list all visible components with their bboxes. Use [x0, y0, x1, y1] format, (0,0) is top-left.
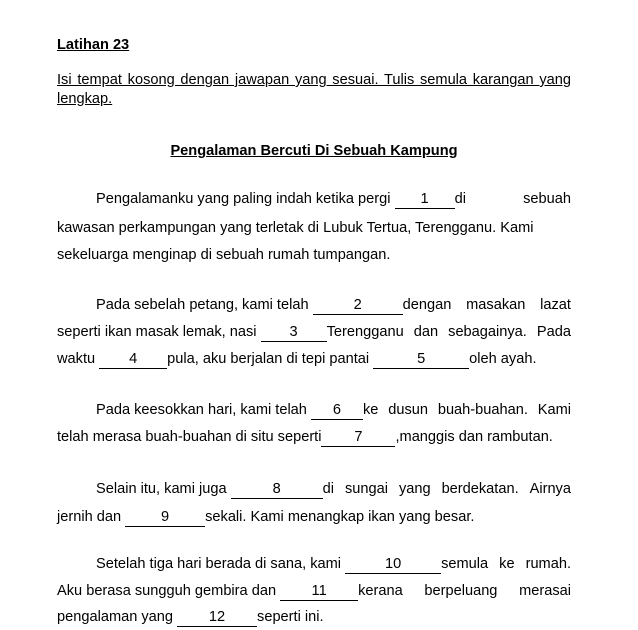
text: sekali. Kami menangkap ikan yang besar.	[205, 509, 475, 525]
text: berdekatan.	[441, 481, 519, 497]
blank-6[interactable]: 6	[311, 402, 363, 420]
text: masakan	[466, 297, 526, 313]
text: telah merasa buah-buahan di situ seperti	[57, 429, 322, 445]
text: jernih dan	[57, 509, 122, 525]
text: sungai	[344, 481, 388, 497]
text: rumah.	[525, 556, 571, 572]
blank-7[interactable]: 7	[321, 429, 395, 447]
p3-line-2	[57, 426, 571, 448]
text: sekeluarga menginap di sebuah rumah tumpangan.	[57, 247, 391, 263]
blank-12[interactable]: 12	[177, 609, 257, 627]
blank-5[interactable]: 5	[373, 351, 469, 369]
p2-line-1	[57, 294, 571, 316]
text: Setelah tiga hari berada di sana, kami	[96, 556, 342, 572]
text: Pada	[536, 324, 571, 340]
p5-line-3	[57, 606, 571, 628]
text: buah-buahan.	[437, 402, 528, 418]
text: oleh ayah.	[469, 351, 537, 367]
instruction-text: Isi tempat kosong dengan jawapan yang sesuai. Tulis semula karangan yang lengkap.	[57, 72, 571, 107]
blank-10[interactable]: 10	[345, 556, 441, 574]
text: ke	[362, 402, 379, 418]
text: dengan	[402, 297, 452, 313]
blank-11[interactable]: 11	[280, 583, 358, 601]
text: Aku berasa sungguh gembira dan	[57, 583, 277, 599]
text: Pengalamanku yang paling indah ketika pergi	[96, 191, 391, 207]
blank-3[interactable]: 3	[261, 324, 327, 342]
exercise-heading: Latihan 23	[57, 37, 130, 53]
blank-2[interactable]: 2	[313, 297, 403, 315]
p4-line-1	[57, 478, 571, 500]
blank-1[interactable]: 1	[395, 191, 455, 209]
p2-line-2	[57, 321, 571, 343]
p1-line-1	[57, 188, 571, 210]
text: semula	[441, 556, 489, 572]
p5-line-1	[57, 553, 571, 575]
text: di	[322, 481, 335, 497]
text: Terengganu	[326, 324, 404, 340]
text: yang	[398, 481, 431, 497]
text: sebuah	[523, 191, 571, 207]
p2-line-3	[57, 348, 571, 370]
text: Pada keesokkan hari, kami telah	[96, 402, 307, 418]
text: di	[454, 191, 466, 207]
text: merasai	[519, 583, 571, 599]
text: kerana	[358, 583, 403, 599]
text: ,manggis dan rambutan.	[395, 429, 553, 445]
p5-line-2	[57, 580, 571, 602]
text: waktu	[57, 351, 96, 367]
p1-line-2	[57, 217, 571, 239]
text: sebagainya.	[448, 324, 527, 340]
text: pula, aku berjalan di tepi pantai	[167, 351, 370, 367]
blank-9[interactable]: 9	[125, 509, 205, 527]
essay-title: Pengalaman Bercuti Di Sebuah Kampung	[170, 143, 458, 159]
text: seperti ini.	[257, 609, 324, 625]
text: kawasan perkampungan yang terletak di Lubuk Tertua, Terengganu. Kami	[57, 220, 534, 236]
p4-line-2	[57, 506, 571, 528]
text: Kami	[537, 402, 571, 418]
blank-8[interactable]: 8	[231, 481, 323, 499]
text: Airnya	[529, 481, 571, 497]
text: berpeluang	[424, 583, 498, 599]
text: seperti ikan masak lemak, nasi	[57, 324, 257, 340]
text: Selain itu, kami juga	[96, 481, 227, 497]
blank-4[interactable]: 4	[99, 351, 167, 369]
text: lazat	[540, 297, 571, 313]
text: pengalaman yang	[57, 609, 174, 625]
text: dan	[413, 324, 439, 340]
p1-line-3	[57, 244, 571, 266]
text: dusun	[388, 402, 428, 418]
p3-line-1	[57, 399, 571, 421]
text: ke	[499, 556, 515, 572]
text: Pada sebelah petang, kami telah	[96, 297, 309, 313]
